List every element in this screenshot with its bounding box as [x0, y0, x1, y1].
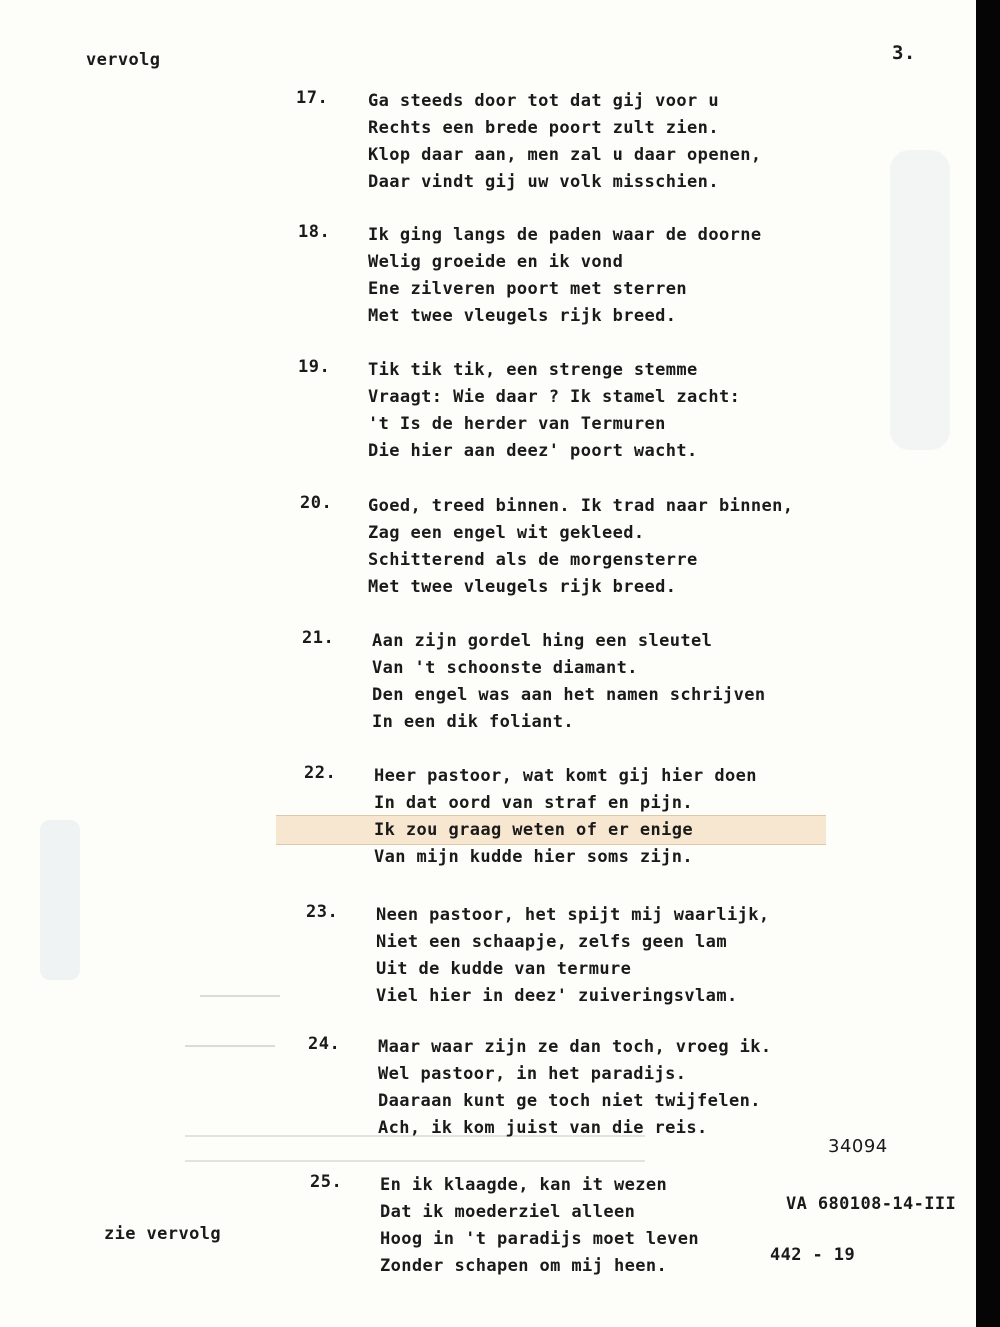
verse-line: Daar vindt gij uw volk misschien.: [368, 172, 719, 192]
stanza-number: 21.: [302, 628, 335, 648]
catalog-number: 442 - 19: [770, 1245, 856, 1265]
verse-line: In dat oord van straf en pijn.: [374, 793, 694, 813]
stanza-number: 22.: [304, 763, 337, 783]
verse-line: Vraagt: Wie daar ? Ik stamel zacht:: [368, 387, 741, 407]
verse-line: Aan zijn gordel hing een sleutel: [372, 631, 713, 651]
verse-line: Goed, treed binnen. Ik trad naar binnen,: [368, 496, 794, 516]
verse-line: Die hier aan deez' poort wacht.: [368, 441, 698, 461]
verse-line: Dat ik moederziel alleen: [380, 1202, 636, 1222]
stanza-lines: [368, 88, 762, 196]
stanza-lines: [376, 902, 770, 1010]
stanza-lines: [374, 763, 757, 871]
verse-line: 't Is de herder van Termuren: [368, 414, 666, 434]
continuation-label: vervolg: [86, 50, 161, 70]
verse-line: Schitterend als de morgensterre: [368, 550, 698, 570]
verse-line: Klop daar aan, men zal u daar openen,: [368, 145, 762, 165]
verse-line: Hoog in 't paradijs moet leven: [380, 1229, 700, 1249]
verse-line: Den engel was aan het namen schrijven: [372, 685, 766, 705]
verse-line: Ga steeds door tot dat gij voor u: [368, 91, 719, 111]
reverse-side-bleed-mark: [40, 820, 80, 980]
verse-line: Van mijn kudde hier soms zijn.: [374, 847, 694, 867]
faint-stamp-mark: [185, 1160, 645, 1162]
archive-code: VA 680108-14-III: [786, 1194, 957, 1214]
stanza-number: 17.: [296, 88, 329, 108]
verse-line: Met twee vleugels rijk breed.: [368, 306, 677, 326]
verse-line: Ik ging langs de paden waar de doorne: [368, 225, 762, 245]
faint-stamp-mark: [200, 995, 280, 997]
continued-note: zie vervolg: [104, 1224, 221, 1244]
verse-line: Ach, ik kom juist van die reis.: [378, 1118, 708, 1138]
verse-line: Heer pastoor, wat komt gij hier doen: [374, 766, 757, 786]
scan-border: [976, 0, 1000, 1327]
verse-line: Niet een schaapje, zelfs geen lam: [376, 932, 727, 952]
stanza-number: 25.: [310, 1172, 343, 1192]
verse-line: Wel pastoor, in het paradijs.: [378, 1064, 687, 1084]
verse-line: Rechts een brede poort zult zien.: [368, 118, 719, 138]
stanza-number: 20.: [300, 493, 333, 513]
verse-line: Uit de kudde van termure: [376, 959, 632, 979]
verse-line: Ik zou graag weten of er enige: [374, 820, 694, 840]
verse-line: Viel hier in deez' zuiveringsvlam.: [376, 986, 738, 1006]
verse-line: Zonder schapen om mij heen.: [380, 1256, 668, 1276]
verse-line: Welig groeide en ik vond: [368, 252, 624, 272]
verse-line: Met twee vleugels rijk breed.: [368, 577, 677, 597]
verse-line: Tik tik tik, een strenge stemme: [368, 360, 698, 380]
stanza-lines: [368, 222, 762, 330]
verse-line: Van 't schoonste diamant.: [372, 658, 638, 678]
stanza-number: 24.: [308, 1034, 341, 1054]
verse-line: In een dik foliant.: [372, 712, 575, 732]
faint-stamp-mark: [185, 1045, 275, 1047]
stanza-lines: [368, 357, 740, 465]
stanza-number: 23.: [306, 902, 339, 922]
reverse-side-bleed-mark: [890, 150, 950, 450]
verse-line: Maar waar zijn ze dan toch, vroeg ik.: [378, 1037, 772, 1057]
stanza-lines: [368, 493, 793, 601]
handwritten-number: 34094: [828, 1136, 888, 1157]
verse-line: Daaraan kunt ge toch niet twijfelen.: [378, 1091, 761, 1111]
verse-line: En ik klaagde, kan it wezen: [380, 1175, 668, 1195]
stanza-number: 18.: [298, 222, 331, 242]
stanza-lines: [380, 1172, 699, 1280]
verse-line: Ene zilveren poort met sterren: [368, 279, 688, 299]
stanza-number: 19.: [298, 357, 331, 377]
stanza-lines: [372, 628, 766, 736]
verse-line: Neen pastoor, het spijt mij waarlijk,: [376, 905, 770, 925]
stanza-lines: [378, 1034, 772, 1142]
verse-line: Zag een engel wit gekleed.: [368, 523, 645, 543]
page-number: 3.: [892, 42, 916, 64]
